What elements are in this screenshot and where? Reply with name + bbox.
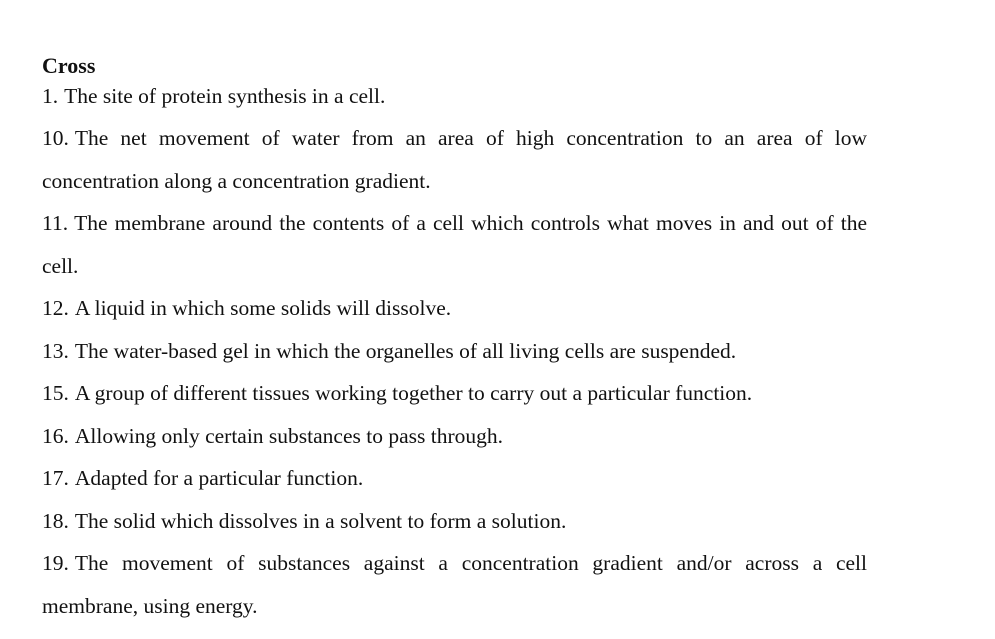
- clue-number: 10.: [42, 126, 69, 150]
- clue-item: [42, 117, 867, 202]
- clue-number: 19.: [42, 551, 69, 575]
- clue-text: The site of protein synthesis in a cell.: [64, 84, 386, 108]
- clue-number: 1.: [42, 84, 59, 108]
- clue-text: A liquid in which some solids will dissolve.: [74, 296, 452, 320]
- clue-text: Adapted for a particular function.: [74, 466, 364, 490]
- clue-item: [42, 81, 867, 111]
- clue-item: [42, 542, 867, 627]
- clue-item: [42, 202, 867, 287]
- clue-number: 13.: [42, 338, 69, 363]
- clue-item: [42, 415, 867, 458]
- clue-number: 18.: [42, 508, 69, 533]
- clue-text: The net movement of water from an area of high concentration to an area of low concentration along a concentration gradient.: [42, 126, 867, 193]
- clue-text: The solid which dissolves in a solvent to form a solution.: [74, 508, 567, 533]
- clue-text: A group of different tissues working together to carry out a particular function.: [74, 381, 753, 405]
- clue-number: 12.: [42, 296, 69, 320]
- clue-item: [42, 457, 867, 500]
- clue-list: [42, 81, 867, 627]
- section-heading: Cross: [42, 53, 96, 78]
- clue-text: Allowing only certain substances to pass through.: [74, 423, 504, 448]
- clue-number: 17.: [42, 466, 69, 490]
- clue-item: [42, 330, 867, 373]
- clue-number: 11.: [42, 211, 69, 235]
- clue-item: [42, 287, 867, 330]
- clue-item: [42, 500, 867, 543]
- clue-text: The water-based gel in which the organelles of all living cells are suspended.: [74, 338, 737, 363]
- clue-text: The membrane around the contents of a cell which controls what moves in and out of the cell.: [42, 211, 867, 278]
- clue-number: 15.: [42, 381, 69, 405]
- clue-item: [42, 372, 867, 415]
- clue-text: The movement of substances against a concentration gradient and/or across a cell membrane, using energy.: [42, 551, 867, 618]
- clue-number: 16.: [42, 423, 69, 448]
